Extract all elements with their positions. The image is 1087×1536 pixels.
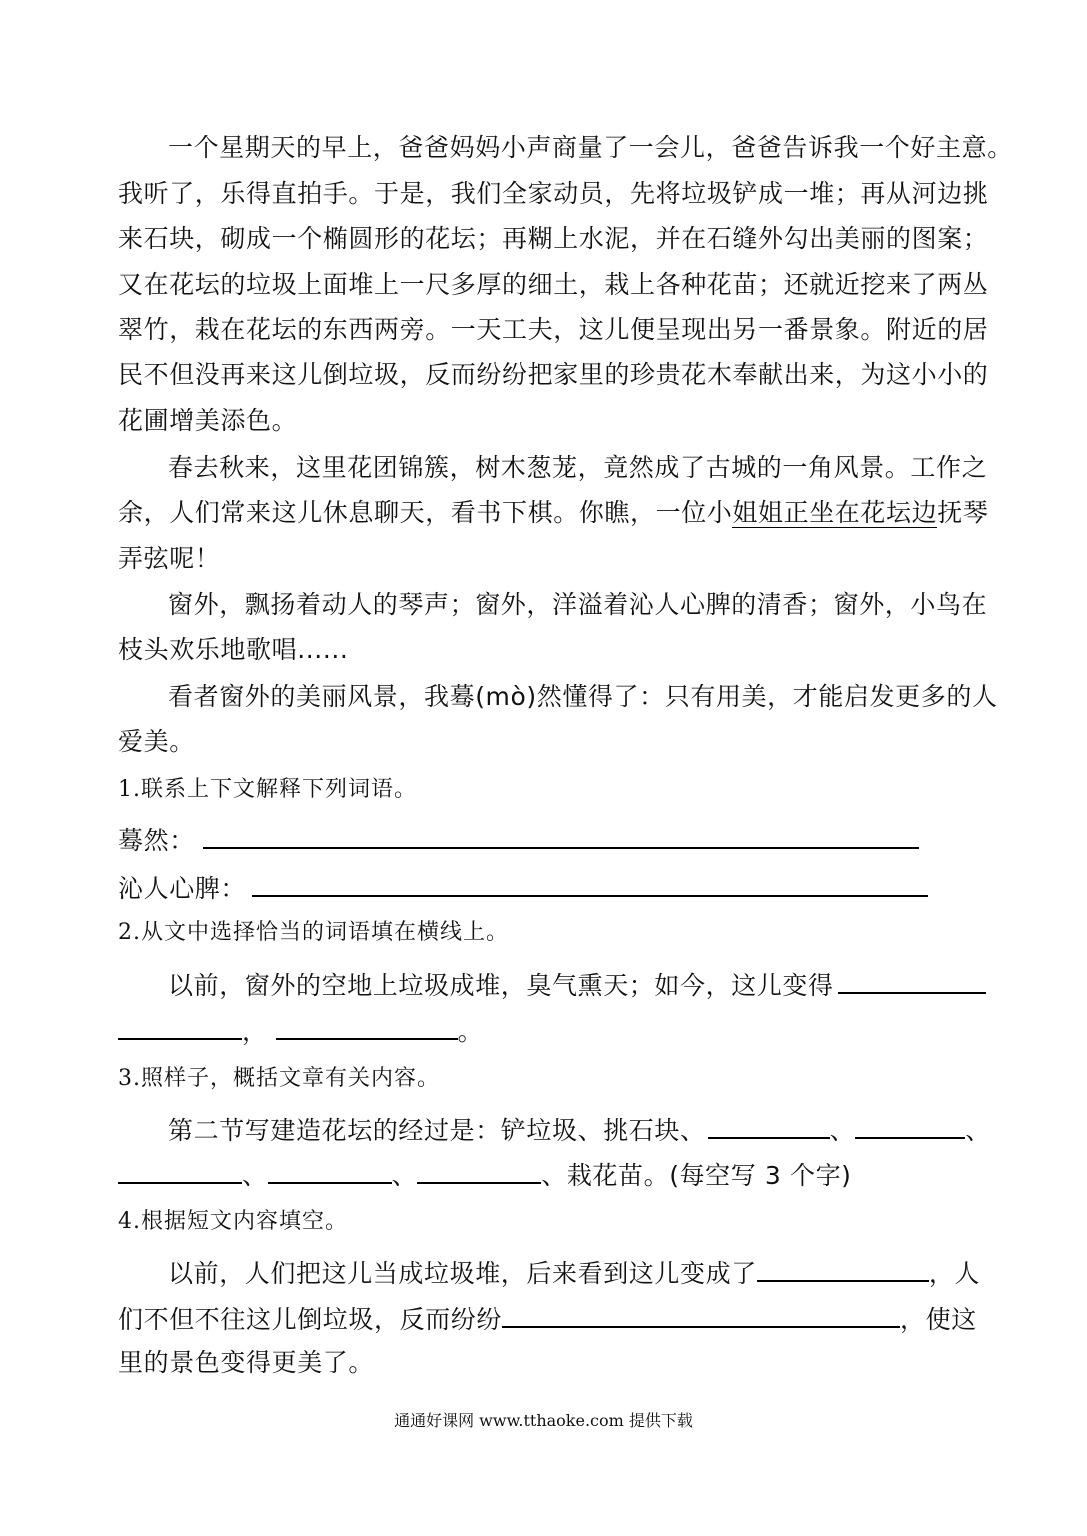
question-title: 1.联系上下文解释下列词语。 xyxy=(118,777,417,802)
passage-line: 一个星期天的早上，爸爸妈妈小声商量了一会儿，爸爸告诉我一个好主意。 xyxy=(168,133,1013,162)
answer-blank[interactable] xyxy=(417,1156,541,1184)
answer-blank[interactable] xyxy=(118,1156,242,1184)
passage-line xyxy=(118,496,989,530)
passage-line: 我听了，乐得直拍手。于是，我们全家动员，先将垃圾铲成一堆；再从河边挑 xyxy=(118,179,989,208)
question-text: 、栽花苗。(每空写 3 个字) xyxy=(541,1161,852,1190)
answer-blank[interactable] xyxy=(757,1254,929,1282)
question-3-body-cont xyxy=(118,1156,978,1193)
passage-line: 民不但没再来这儿倒垃圾，反而纷纷把家里的珍贵花木奉献出来，为这小小的 xyxy=(118,360,989,389)
answer-blank[interactable] xyxy=(276,1012,458,1040)
separator: 、 xyxy=(242,1161,268,1190)
question-text: ，使这 xyxy=(900,1305,977,1334)
passage-line: 来石块，砌成一个椭圆形的花坛；再糊上水泥，并在石缝外勾出美丽的图案； xyxy=(118,224,989,253)
answer-blank[interactable] xyxy=(838,966,986,994)
question-2-body-cont xyxy=(118,1012,978,1049)
passage-line: 春去秋来，这里花团锦簇，树木葱茏，竟然成了古城的一角风景。工作之 xyxy=(168,453,988,482)
question-text: 以前，人们把这儿当成垃圾堆，后来看到这儿变成了 xyxy=(168,1259,757,1288)
answer-blank[interactable] xyxy=(708,1111,830,1139)
answer-blank[interactable] xyxy=(118,1012,242,1040)
question-4-body-end: 里的景色变得更美了。 xyxy=(118,1348,375,1377)
question-text: 以前，窗外的空地上垃圾成堆，臭气熏天；如今，这儿变得 xyxy=(168,971,834,1000)
passage-line: 窗外，飘扬着动人的琴声；窗外，洋溢着沁人心脾的清香；窗外，小鸟在 xyxy=(168,590,988,619)
question-title: 4.根据短文内容填空。 xyxy=(118,1209,348,1234)
separator: 、 xyxy=(829,1116,856,1145)
passage-text: 余，人们常来这儿休息聊天，看书下棋。你瞧，一位小 xyxy=(118,498,733,527)
term-label: 沁人心脾： xyxy=(118,874,247,903)
passage-line: 看者窗外的美丽风景，我蓦(mò)然懂得了：只有用美，才能启发更多的人 xyxy=(168,682,998,711)
passage-line: 弄弦呢！ xyxy=(118,544,221,573)
question-title: 2.从文中选择恰当的词语填在横线上。 xyxy=(118,920,509,945)
question-text: 们不但不往这儿倒垃圾，反而纷纷 xyxy=(118,1305,503,1334)
answer-blank[interactable] xyxy=(502,1300,900,1328)
passage-line: 翠竹，栽在花坛的东西两旁。一天工夫，这儿便呈现出另一番景象。附近的居 xyxy=(118,315,989,344)
answer-blank[interactable] xyxy=(855,1111,965,1139)
answer-blank[interactable] xyxy=(268,1156,392,1184)
passage-line: 又在花坛的垃圾上面堆上一尺多厚的细土，栽上各种花苗；还就近挖来了两丛 xyxy=(118,270,989,299)
question-1-term-2 xyxy=(118,869,978,906)
separator: ， xyxy=(242,1017,268,1046)
answer-blank[interactable] xyxy=(252,869,928,897)
separator: 、 xyxy=(965,1116,991,1145)
passage-line: 枝头欢乐地歌唱...... xyxy=(118,635,349,664)
underlined-text: 姐姐正坐在花坛边 xyxy=(732,498,938,527)
sentence-end: 。 xyxy=(457,1017,484,1046)
question-4-body-cont xyxy=(118,1300,978,1337)
page-footer: 通通好课网 www.tthaoke.com 提供下载 xyxy=(394,1411,693,1430)
passage-line: 爱美。 xyxy=(118,727,195,756)
question-4-body xyxy=(168,1254,1028,1291)
question-text: 第二节写建造花坛的经过是：铲垃圾、挑石块、 xyxy=(168,1116,706,1145)
passage-line: 花圃增美添色。 xyxy=(118,406,298,435)
term-label: 蓦然： xyxy=(118,826,195,855)
separator: 、 xyxy=(391,1161,418,1190)
question-3-body xyxy=(168,1111,1028,1148)
passage-text: 抚琴 xyxy=(937,498,989,527)
question-1-term-1 xyxy=(118,821,978,858)
question-text: ，人 xyxy=(928,1259,981,1288)
question-title: 3.照样子，概括文章有关内容。 xyxy=(118,1066,440,1091)
question-2-body xyxy=(168,966,1028,1003)
answer-blank[interactable] xyxy=(203,821,919,849)
